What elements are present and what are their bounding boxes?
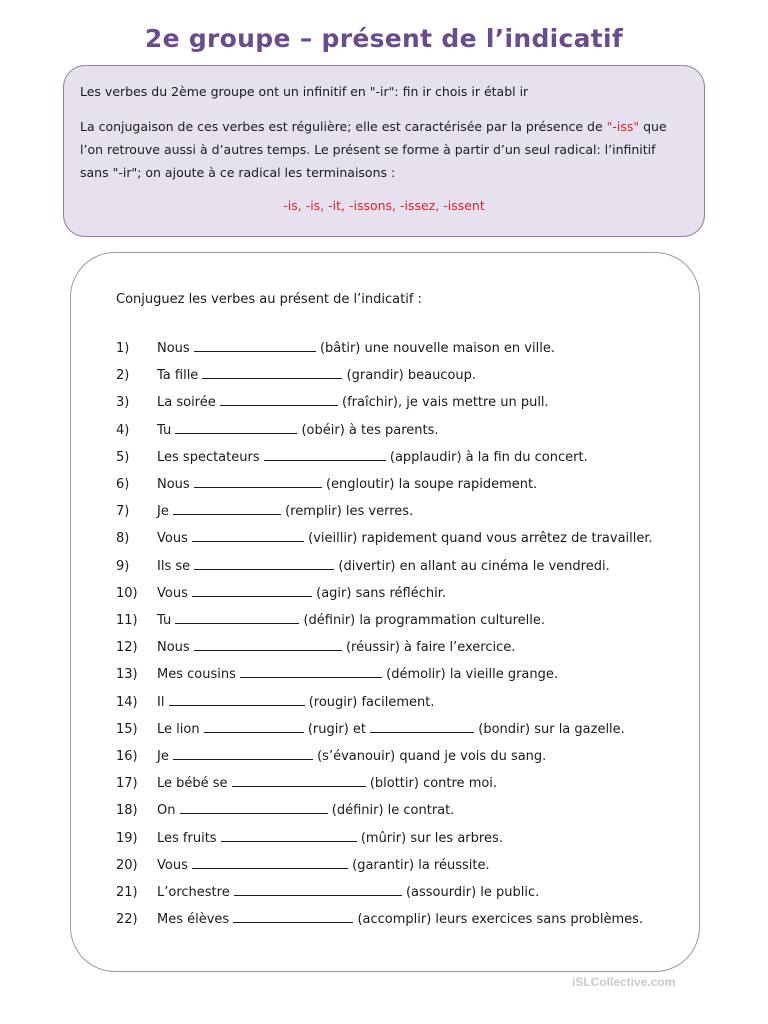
- item-subject: Il: [157, 694, 169, 710]
- exercise-item: [0, 391, 768, 415]
- item-sentence: [157, 745, 546, 769]
- item-verb-rest-2: (bondir) sur la gazelle.: [474, 721, 625, 737]
- answer-blank[interactable]: [192, 582, 312, 597]
- item-number: 8): [116, 531, 130, 547]
- item-number: 3): [116, 395, 130, 411]
- item-number: 4): [116, 422, 130, 438]
- item-subject: Tu: [157, 422, 176, 438]
- exercise-item: [0, 419, 768, 443]
- item-number: 5): [116, 449, 130, 465]
- exercise-item: [0, 718, 768, 742]
- item-number: 15): [116, 721, 138, 737]
- answer-blank[interactable]: [240, 663, 382, 678]
- answer-blank[interactable]: [192, 854, 348, 869]
- info-text-a: La conjugaison de ces verbes est régulière; elle est caractérisée par la présence de: [80, 119, 607, 134]
- exercise-item: [0, 745, 768, 769]
- item-sentence: [157, 555, 610, 579]
- item-verb-rest: (divertir) en allant au cinéma le vendredi.: [334, 558, 610, 574]
- answer-blank[interactable]: [194, 636, 342, 651]
- item-sentence: [157, 772, 497, 796]
- answer-blank[interactable]: [233, 908, 353, 923]
- exercise-item: [0, 772, 768, 796]
- item-subject: On: [157, 803, 180, 819]
- exercise-item: [0, 609, 768, 633]
- item-number: 20): [116, 857, 138, 873]
- item-number: 9): [116, 558, 130, 574]
- item-sentence: [157, 663, 558, 687]
- answer-blank[interactable]: [370, 718, 474, 733]
- item-number: 12): [116, 640, 138, 656]
- item-subject: Je: [157, 749, 173, 764]
- answer-blank[interactable]: [264, 446, 386, 461]
- item-verb-rest: (démolir) la vieille grange.: [382, 667, 559, 683]
- item-verb-rest: (obéir) à tes parents.: [297, 422, 439, 438]
- item-subject: La soirée: [157, 395, 220, 411]
- answer-blank[interactable]: [180, 799, 328, 814]
- item-verb-rest: (définir) la programmation culturelle.: [299, 613, 545, 628]
- exercise-item: [0, 473, 768, 497]
- item-number: 21): [116, 885, 138, 900]
- exercise-item: [0, 364, 768, 388]
- item-subject: Vous: [157, 857, 192, 873]
- item-sentence: [157, 609, 545, 633]
- answer-blank[interactable]: [232, 772, 366, 787]
- item-sentence: [157, 527, 653, 551]
- item-verb-rest: (remplir) les verres.: [280, 504, 414, 520]
- item-verb-rest: (agir) sans réfléchir.: [311, 585, 446, 601]
- item-number: 7): [116, 504, 130, 520]
- item-number: 1): [116, 341, 130, 356]
- answer-blank[interactable]: [194, 473, 322, 488]
- item-sentence: [157, 582, 446, 606]
- item-verb-rest: (garantir) la réussite.: [347, 857, 490, 873]
- item-subject: Le lion: [157, 721, 204, 737]
- exercise-item: [0, 827, 768, 851]
- item-sentence: [157, 446, 588, 470]
- exercise-item: [0, 527, 768, 551]
- item-subject: Mes élèves: [157, 912, 234, 928]
- item-sentence: [157, 337, 555, 361]
- info-line-infinitive: Les verbes du 2ème groupe ont un infinitif en "-ir": fin ir chois ir établ ir: [80, 84, 529, 99]
- item-sentence: [157, 718, 625, 742]
- item-subject: Le bébé se: [157, 776, 232, 792]
- answer-blank[interactable]: [234, 881, 402, 896]
- answer-blank[interactable]: [192, 527, 304, 542]
- exercise-item: [0, 555, 768, 579]
- item-number: 18): [116, 803, 138, 819]
- answer-blank[interactable]: [173, 745, 313, 760]
- item-sentence: [157, 500, 413, 524]
- item-verb-rest: (réussir) à faire l’exercice.: [341, 640, 516, 656]
- item-verb-rest: (accomplir) leurs exercices sans problèmes.: [353, 912, 644, 928]
- endings-list: -is, -is, -it, -issons, -issez, -issent: [283, 198, 485, 213]
- item-sentence: [157, 636, 515, 660]
- item-subject: Les spectateurs: [157, 449, 264, 465]
- exercise-instruction: Conjuguez les verbes au présent de l’indicatif :: [116, 292, 422, 307]
- item-sentence: [157, 364, 476, 388]
- item-subject: Nous: [157, 477, 194, 492]
- item-subject: L’orchestre: [157, 885, 234, 900]
- item-number: 10): [116, 585, 138, 601]
- item-number: 17): [116, 776, 138, 792]
- answer-blank[interactable]: [173, 500, 281, 515]
- answer-blank[interactable]: [220, 391, 338, 406]
- item-sentence: [157, 391, 549, 415]
- item-verb-rest: (fraîchir), je vais mettre un pull.: [337, 395, 549, 411]
- item-verb-rest: (définir) le contrat.: [327, 803, 455, 819]
- item-subject: Ils se: [157, 558, 195, 574]
- info-text-b: que l’on retrouve aussi à d’autres temps. Le présent se forme à partir d’un seul radical: l’infinitif sans "-ir"; on ajoute à ce radical les terminaisons :: [80, 119, 667, 180]
- item-number: 19): [116, 830, 138, 846]
- watermark: iSLCollective.com: [572, 975, 676, 989]
- item-subject: Tu: [157, 613, 176, 628]
- item-subject: Vous: [157, 585, 192, 601]
- item-number: 14): [116, 694, 138, 710]
- exercise-item: [0, 799, 768, 823]
- item-subject: Nous: [157, 341, 194, 356]
- item-sentence: [157, 799, 454, 823]
- page-title: 2e groupe – présent de l’indicatif: [144, 24, 624, 53]
- answer-blank[interactable]: [175, 419, 297, 434]
- item-verb-rest: (bâtir) une nouvelle maison en ville.: [315, 341, 555, 356]
- exercise-item: [0, 908, 768, 932]
- item-number: 13): [116, 667, 138, 683]
- exercise-item: [0, 854, 768, 878]
- item-number: 16): [116, 749, 138, 764]
- item-sentence: [157, 908, 643, 932]
- item-number: 2): [116, 368, 130, 384]
- item-sentence: [157, 473, 537, 497]
- item-verb-rest: (s’évanouir) quand je vois du sang.: [312, 749, 547, 764]
- answer-blank[interactable]: [194, 337, 316, 352]
- exercise-item: [0, 881, 768, 905]
- item-verb-rest: (assourdir) le public.: [401, 885, 540, 900]
- item-verb-rest: (rougir) facilement.: [304, 694, 435, 710]
- exercise-item: [0, 663, 768, 687]
- item-verb-rest: (grandir) beaucoup.: [342, 368, 477, 384]
- item-verb-rest: (blottir) contre moi.: [365, 776, 498, 792]
- item-number: 6): [116, 477, 130, 492]
- answer-blank[interactable]: [194, 555, 334, 570]
- item-subject: Ta fille: [157, 368, 203, 384]
- item-verb-rest: (applaudir) à la fin du concert.: [385, 449, 588, 465]
- item-sentence: [157, 419, 439, 443]
- exercise-item: [0, 337, 768, 361]
- answer-blank[interactable]: [204, 718, 304, 733]
- item-sentence: [157, 854, 490, 878]
- item-verb-rest: (rugir) et: [303, 721, 371, 737]
- answer-blank[interactable]: [221, 827, 357, 842]
- item-number: 22): [116, 912, 138, 928]
- info-iss-highlight: "-iss": [606, 119, 640, 134]
- exercise-item: [0, 500, 768, 524]
- info-paragraph: [80, 115, 688, 184]
- exercise-item: [0, 446, 768, 470]
- item-subject: Les fruits: [157, 830, 221, 846]
- item-verb-rest: (mûrir) sur les arbres.: [356, 830, 503, 846]
- item-subject: Je: [157, 504, 173, 520]
- info-box: [63, 65, 705, 237]
- item-sentence: [157, 881, 539, 905]
- item-subject: Mes cousins: [157, 667, 240, 683]
- answer-blank[interactable]: [169, 691, 305, 706]
- item-subject: Nous: [157, 640, 194, 656]
- item-number: 11): [116, 613, 138, 628]
- item-verb-rest: (engloutir) la soupe rapidement.: [321, 477, 538, 492]
- item-subject: Vous: [157, 531, 192, 547]
- item-sentence: [157, 827, 503, 851]
- answer-blank[interactable]: [202, 364, 342, 379]
- exercise-item: [0, 691, 768, 715]
- item-sentence: [157, 691, 435, 715]
- exercise-item: [0, 636, 768, 660]
- exercise-item: [0, 582, 768, 606]
- answer-blank[interactable]: [175, 609, 299, 624]
- item-verb-rest: (vieillir) rapidement quand vous arrêtez de travailler.: [303, 531, 653, 547]
